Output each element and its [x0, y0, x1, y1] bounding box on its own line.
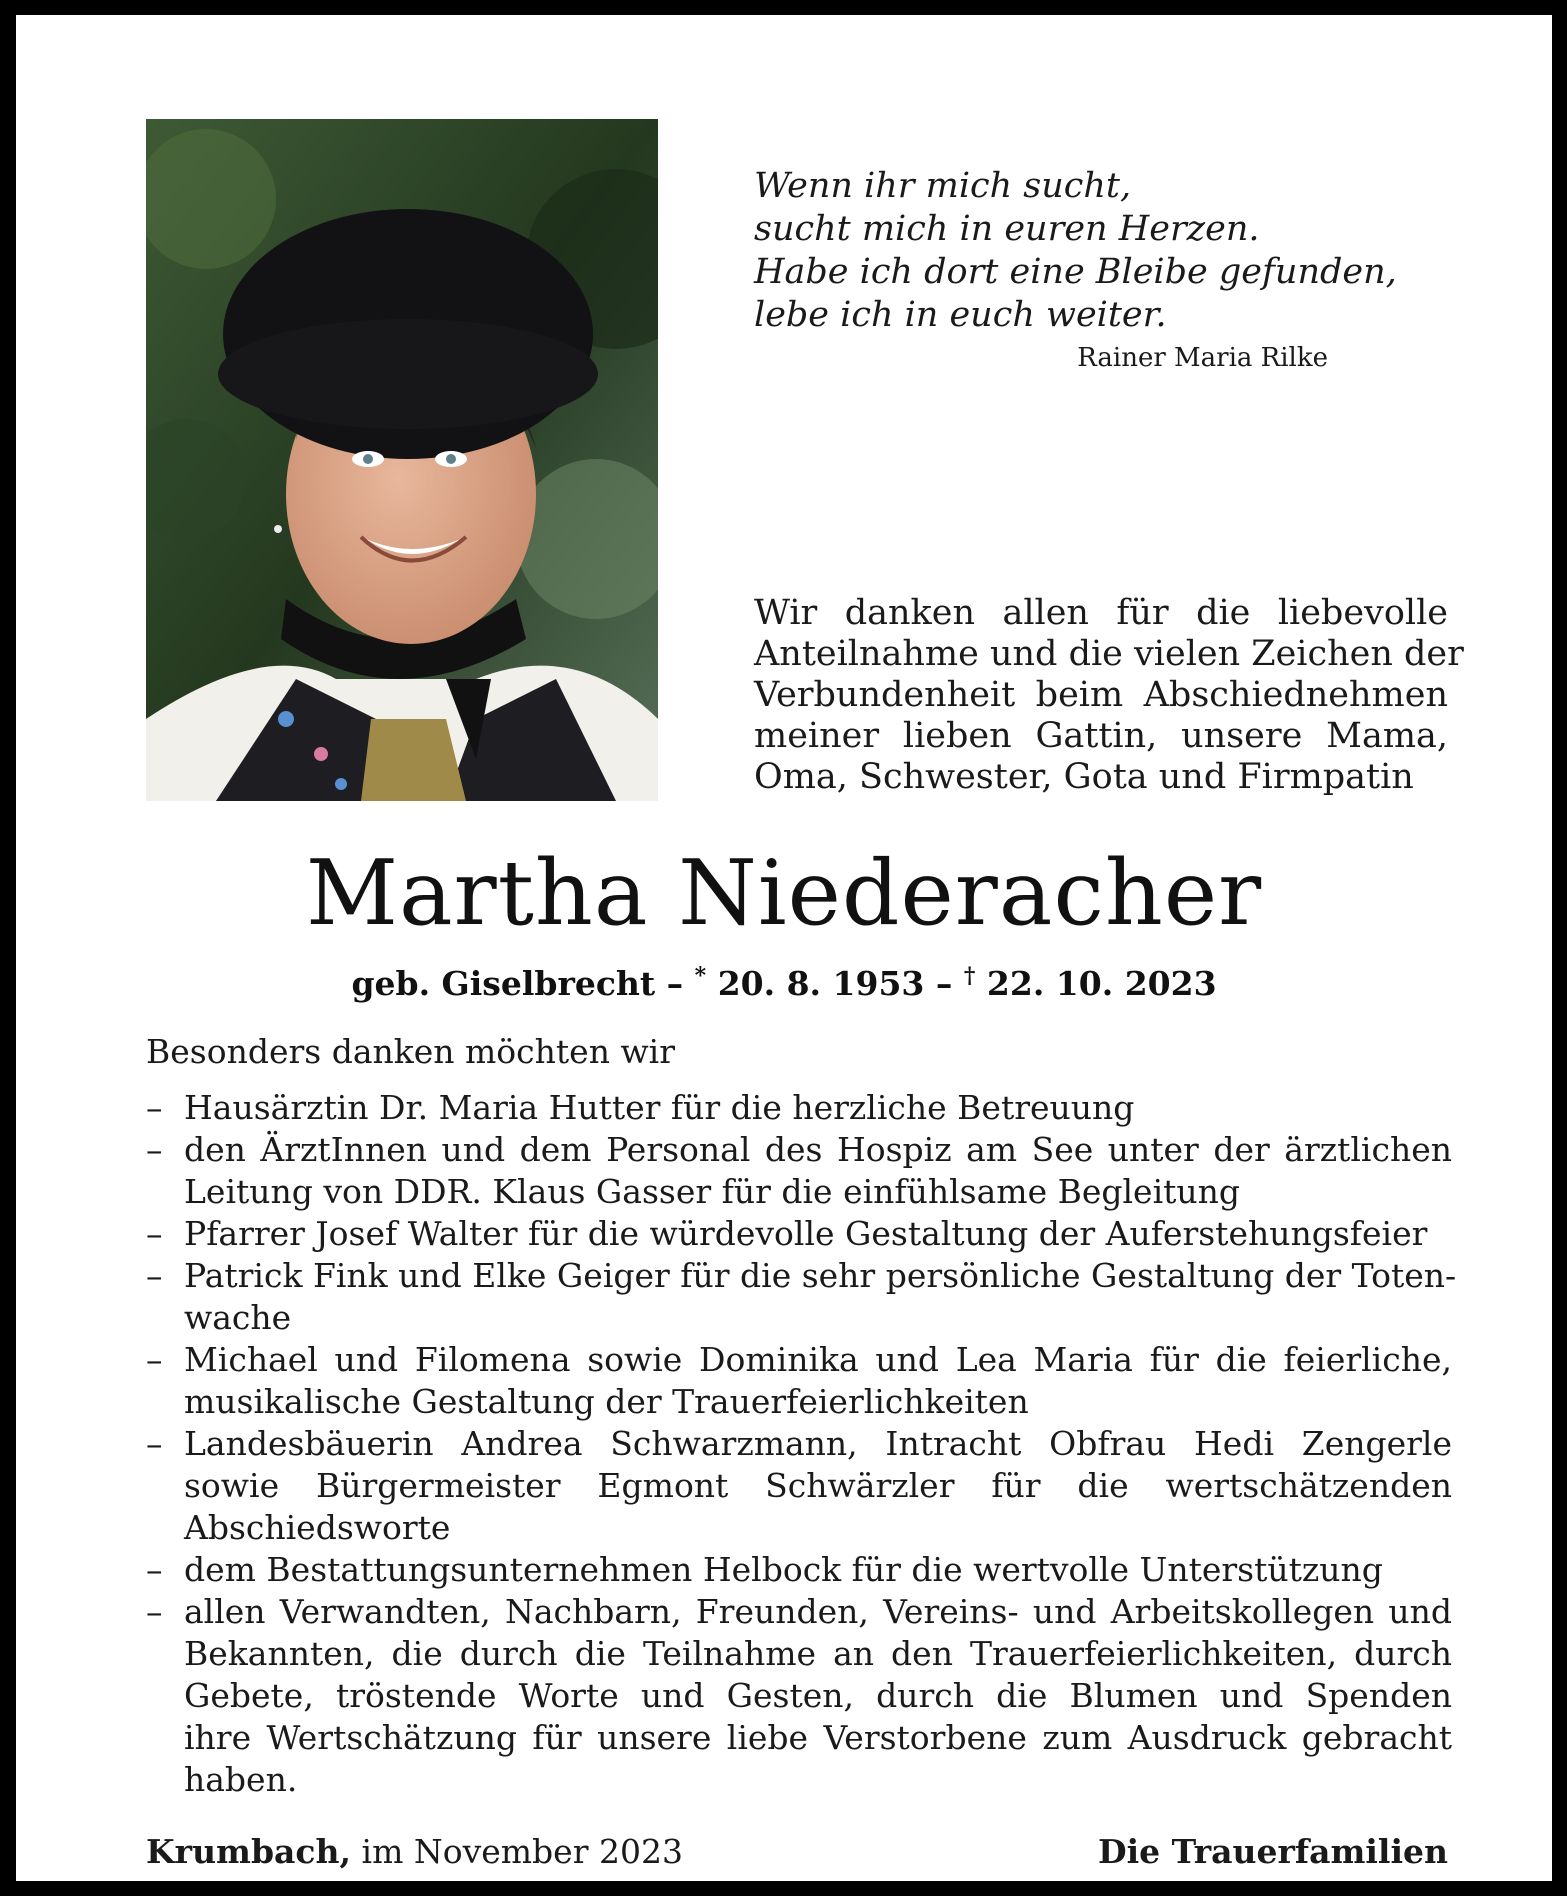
acknowledgements-intro: Besonders danken möchten wir: [146, 1032, 676, 1071]
obituary-card: [16, 15, 1552, 1881]
thanks-line: Wir danken allen für die liebevolle: [754, 593, 1448, 633]
death-symbol: †: [963, 963, 976, 989]
poem: [754, 165, 1397, 337]
list-item-line: musikalische Gestaltung der Trauerfeierlichkeiten: [184, 1382, 1029, 1421]
list-dash: –: [146, 1214, 163, 1253]
footer-place: Krumbach,: [146, 1832, 352, 1871]
list-item: [146, 1549, 1452, 1591]
poem-line: Habe ich dort eine Bleibe gefunden,: [754, 252, 1397, 292]
list-item-line: Gebete, tröstende Worte und Gesten, durch die Blumen und Spenden: [184, 1676, 1452, 1715]
thanks-paragraph: [754, 593, 1464, 798]
list-item: [146, 1129, 1452, 1213]
poem-line: Wenn ihr mich sucht,: [754, 166, 1132, 206]
portrait-illustration: [146, 119, 658, 801]
list-item-line: ihre Wertschätzung für unsere liebe Verstorbene zum Ausdruck gebracht: [184, 1718, 1452, 1757]
list-item: [146, 1213, 1452, 1255]
list-item-line: allen Verwandten, Nachbarn, Freunden, Vereins- und Arbeitskollegen und: [184, 1592, 1452, 1631]
list-item: [146, 1087, 1452, 1129]
thanks-line: Oma, Schwester, Gota und Firmpatin: [754, 757, 1414, 797]
death-date: 22. 10. 2023: [986, 964, 1217, 1003]
list-item-line: Patrick Fink und Elke Geiger für die sehr persönliche Gestaltung der Toten-: [184, 1256, 1457, 1295]
birth-date: 20. 8. 1953 –: [717, 964, 953, 1003]
poem-line: lebe ich in euch weiter.: [754, 295, 1167, 335]
list-dash: –: [146, 1256, 163, 1295]
list-item-line: Abschiedsworte: [184, 1508, 451, 1547]
list-item-line: Landesbäuerin Andrea Schwarzmann, Intracht Obfrau Hedi Zengerle: [184, 1424, 1452, 1463]
list-item-line: dem Bestattungsunternehmen Helbock für die wertvolle Unterstützung: [184, 1550, 1383, 1589]
list-item: [146, 1423, 1452, 1549]
list-dash: –: [146, 1088, 163, 1127]
list-item: [146, 1591, 1452, 1801]
footer-date: im November 2023: [361, 1832, 683, 1871]
list-item-line: wache: [184, 1298, 292, 1337]
life-dates: [16, 963, 1552, 1003]
list-item-line: sowie Bürgermeister Egmont Schwärzler für die wertschätzenden: [184, 1466, 1452, 1505]
poem-line: sucht mich in euren Herzen.: [754, 209, 1260, 249]
thanks-line: Verbundenheit beim Abschiednehmen: [754, 675, 1448, 715]
list-item: [146, 1255, 1457, 1339]
list-item-line: haben.: [184, 1760, 298, 1799]
list-item-line: Pfarrer Josef Walter für die würdevolle Gestaltung der Auferstehungsfeier: [184, 1214, 1428, 1253]
poem-author: Rainer Maria Rilke: [1077, 343, 1328, 373]
birth-symbol: *: [694, 963, 707, 989]
list-dash: –: [146, 1130, 163, 1169]
deceased-name: Martha Niederacher: [305, 841, 1263, 946]
maiden-name: geb. Giselbrecht –: [351, 964, 684, 1003]
portrait-photo: [146, 119, 658, 801]
list-item-line: Hausärztin Dr. Maria Hutter für die herzliche Betreuung: [184, 1088, 1135, 1127]
list-dash: –: [146, 1592, 163, 1631]
acknowledgements-list: [146, 1087, 1457, 1801]
footer-signature: Die Trauerfamilien: [1097, 1832, 1448, 1871]
list-item-line: Michael und Filomena sowie Dominika und Lea Maria für die feierliche,: [184, 1340, 1452, 1379]
list-dash: –: [146, 1424, 163, 1463]
thanks-line: meiner lieben Gattin, unsere Mama,: [754, 716, 1448, 756]
list-item: [146, 1339, 1452, 1423]
list-dash: –: [146, 1550, 163, 1589]
footer-place-date: [146, 1832, 683, 1871]
thanks-line: Anteilnahme und die vielen Zeichen der: [754, 634, 1464, 674]
list-dash: –: [146, 1340, 163, 1379]
list-item-line: den ÄrztInnen und dem Personal des Hospiz am See unter der ärztlichen: [184, 1130, 1452, 1169]
list-item-line: Leitung von DDR. Klaus Gasser für die einfühlsame Begleitung: [184, 1172, 1241, 1211]
list-item-line: Bekannten, die durch die Teilnahme an den Trauerfeierlichkeiten, durch: [184, 1634, 1452, 1673]
